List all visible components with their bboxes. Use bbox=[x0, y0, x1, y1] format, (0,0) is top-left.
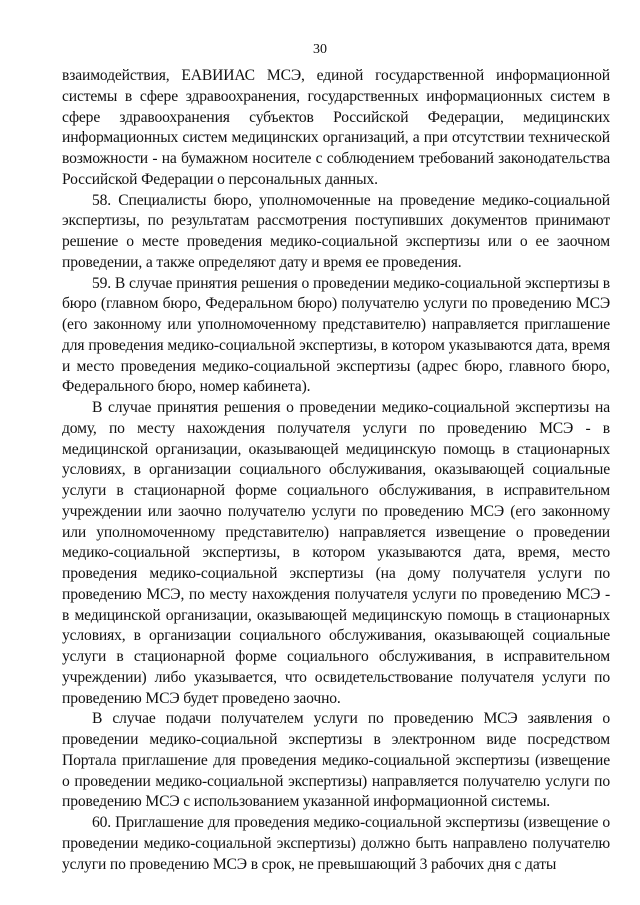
paragraph-59: 59. В случае принятия решения о проведении медико-социальной экспертизы в бюро (главном бюро, Федеральном бюро) получателю услуги по проведению МСЭ (его законному или уполномоченному представителю) направляется приглашение для проведения медико-социальной экспертизы, в котором указываются дата, время и место проведения медико-социальной экспертизы (адрес бюро, главного бюро, Федерального бюро, номер кабинета). bbox=[62, 274, 610, 396]
paragraph-58: 58. Специалисты бюро, уполномоченные на проведение медико-социальной экспертизы, по результатам рассмотрения поступивших документов принимают решение о месте проведения медико-социальной экспертизы или о ее заочном проведении, а также определяют дату и время ее проведения. bbox=[62, 191, 610, 271]
paragraph-home-examination: В случае принятия решения о проведении медико-социальной экспертизы на дому, по месту нахождения получателя услуги по проведению МСЭ - в медицинской организации, оказывающей медицинскую помощь в стационарных условиях, в организации социального обслуживания, оказывающей социальные услуги в стационарной форме социального обслуживания, в исправительном учреждении или заочно получателю услуги по проведению МСЭ (его законному или уполномоченному представителю) направляется извещение о проведении медико-социальной экспертизы, в котором указываются дата, время, место проведения медико-социальной экспертизы (на дому получателя услуги по проведению МСЭ, по месту нахождения получателя услуги по проведению МСЭ - в медицинской организации, оказывающей медицинскую помощь в стационарных условиях, в организации социального обслуживания, оказывающей социальные услуги в стационарной форме социального обслуживания, в исправительном учреждении) либо указывается, что освидетельствование получателя услуги по проведению МСЭ будет проведено заочно. bbox=[62, 399, 610, 707]
document-body bbox=[62, 66, 610, 875]
paragraph-continuation: взаимодействия, ЕАВИИАС МСЭ, единой государственной информационной системы в сфере здравоохранения, государственных информационных систем в сфере здравоохранения субъектов Российской Федерации, медицинских информационных систем медицинских организаций, а при отсутствии технической возможности - на бумажном носителе с соблюдением требований законодательства Российской Федерации о персональных данных. bbox=[62, 67, 610, 188]
paragraph-60: 60. Приглашение для проведения медико-социальной экспертизы (извещение о проведении медико-социальной экспертизы) должно быть направлено получателю услуги по проведению МСЭ в срок, не превышающий 3 рабочих дня с даты bbox=[62, 814, 610, 873]
page-number: 30 bbox=[313, 42, 327, 57]
paragraph-portal-application: В случае подачи получателем услуги по проведению МСЭ заявления о проведении медико-социальной экспертизы в электронном виде посредством Портала приглашение для проведения медико-социальной экспертизы (извещение о проведении медико-социальной экспертизы) направляется получателю услуги по проведению МСЭ с использованием указанной информационной системы. bbox=[62, 710, 610, 811]
